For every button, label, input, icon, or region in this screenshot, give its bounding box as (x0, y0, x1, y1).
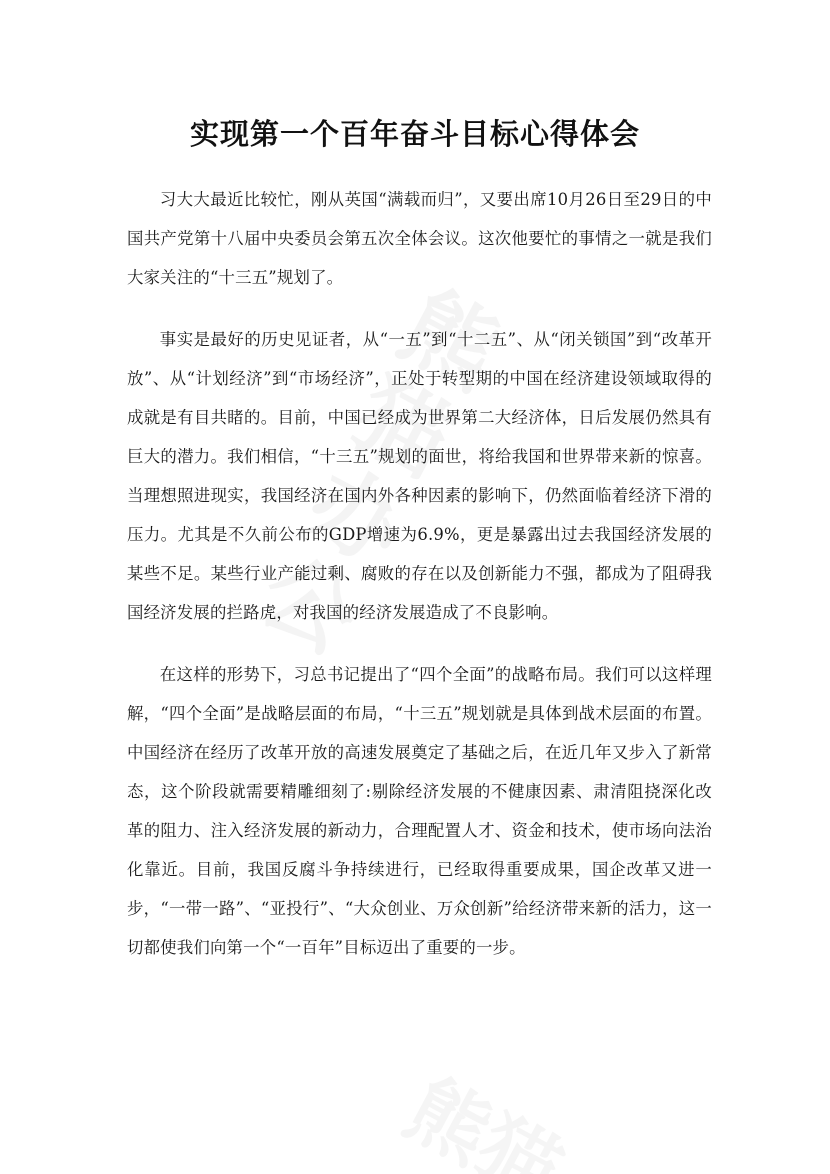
paragraph-2: 事实是最好的历史见证者，从“一五”到“十二五”、从“闭关锁国”到“改革开放”、从“计划经济”到“市场经济”，正处于转型期的中国在经济建设领域取得的成就是有目共睹的。目前，中国已经成为世界第二大经济体，日后发展仍然具有巨大的潜力。我们相信，“十三五”规划的面世，将给我国和世界带来新的惊喜。 当理想照进现实，我国经济在国内外各种因素的影响下，仍然面临着经济下滑的压力。尤其是不久前公布的GDP增速为6.9%，更是暴露出过去我国经济发展的某些不足。某些行业产能过剩、腐败的存在以及创新能力不强，都成为了阻碍我国经济发展的拦路虎，对我国的经济发展造成了不良影响。 (127, 330, 712, 622)
document-title: 实现第一个百年奋斗目标心得体会 (189, 117, 640, 151)
paragraph-3: 在这样的形势下，习总书记提出了“四个全面”的战略布局。我们可以这样理解，“四个全面”是战略层面的布局，“十三五”规划就是具体到战术层面的布置。中国经济在经历了改革开放的高速发展奠定了基础之后，在近几年又步入了新常态，这个阶段就需要精雕细刻了:剔除经济发展的不健康因素、肃清阻挠深化改革的阻力、注入经济发展的新动力，合理配置人才、资金和技术，使市场向法治化靠近。目前，我国反腐斗争持续进行，已经取得重要成果，国企改革又进一步，“一带一路”、“亚投行”、“大众创业、万众创新”给经济带来新的活力，这一切都使我们向第一个“一百年”目标迈出了重要的一步。 (127, 665, 712, 957)
paragraph-1: 习大大最近比较忙，刚从英国“满载而归”，又要出席10月26日至29日的中国共产党第十八届中央委员会第五次全体会议。这次他要忙的事情之一就是我们大家关注的“十三五”规划了。 (127, 190, 712, 287)
document-body (127, 180, 712, 990)
watermark-bottom (387, 1046, 673, 1174)
